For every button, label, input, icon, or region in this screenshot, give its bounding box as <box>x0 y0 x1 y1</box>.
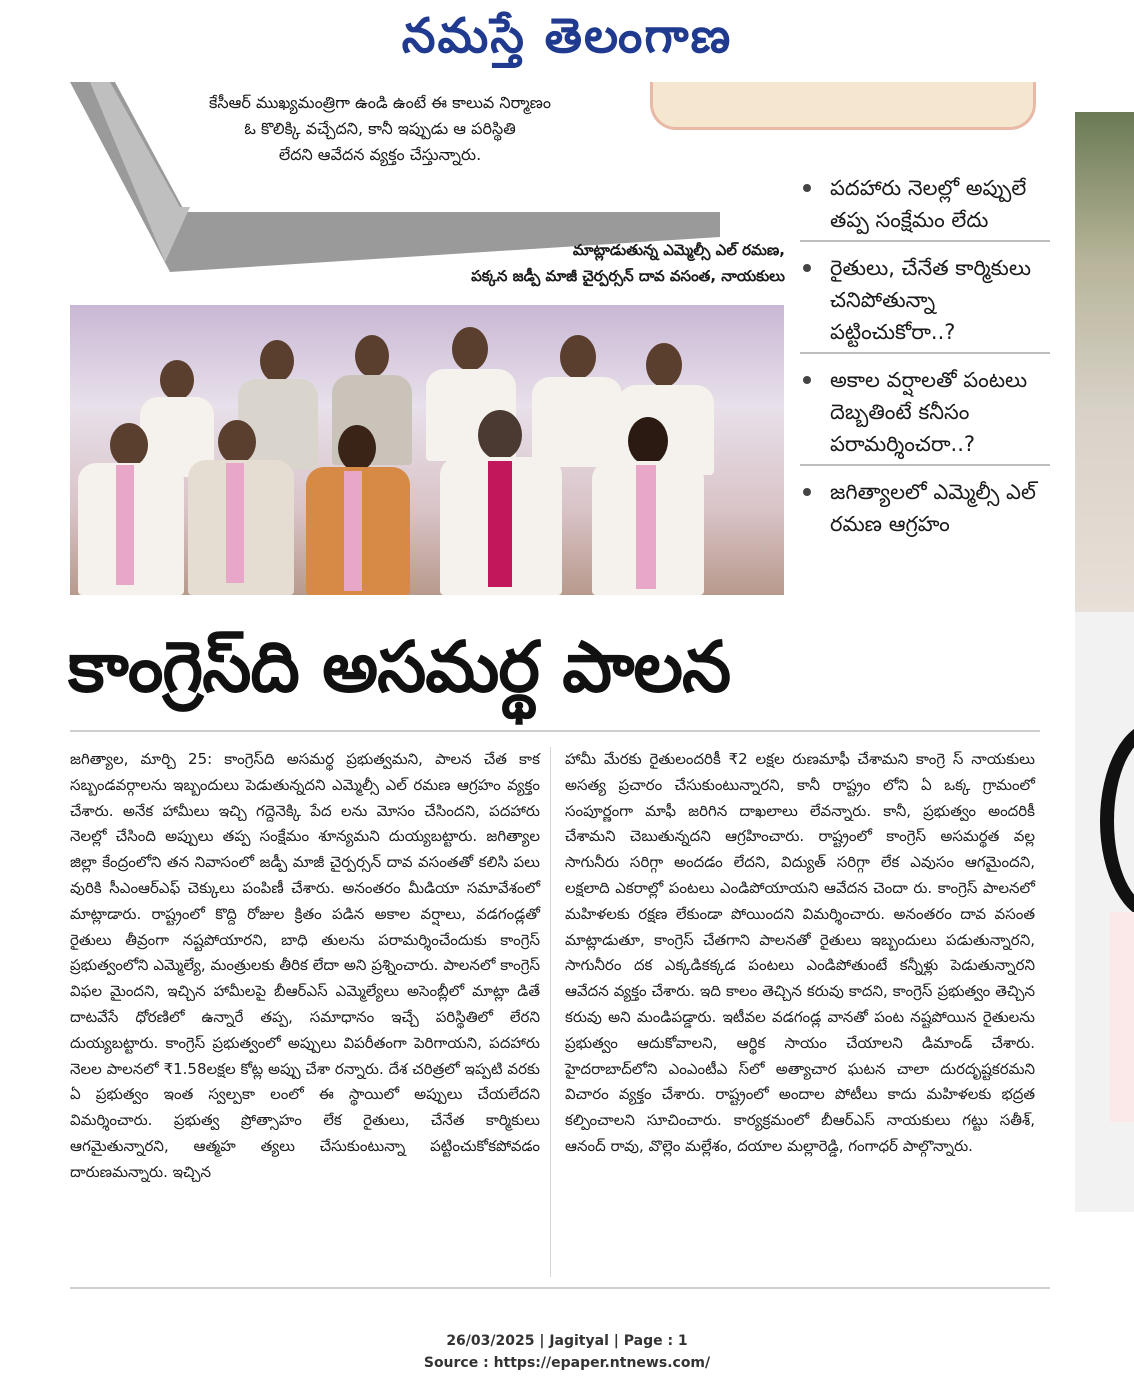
highlights-list <box>800 172 1050 554</box>
highlight-item: జగిత్యాలలో ఎమ్మెల్సీ ఎల్ రమణ ఆగ్రహం <box>800 476 1050 544</box>
page-footer <box>0 1330 1134 1374</box>
article-column-2: హామీ మేరకు రైతులందరికీ ₹2 లక్షల రుణమాఫీ చేశామని కాంగ్రె స్ నాయకులు అసత్య ప్రచారం చేసుకుంటున్నారని, కానీ రాష్ట్రం లోని ఏ ఒక్క గ్రామంలో సంపూర్ణంగా మాఫీ జరిగిన దాఖలాలు లేవన్నారు. కానీ, ప్రభుత్వం అందరికీ చేశామని చెబుతున్నదని ఆగ్రహించారు. రాష్ట్రంలో కాంగ్రెస్ అసమర్థత వల్ల సాగునీరు సరిగ్గా అందడం లేదని, విద్యుత్ సరిగ్గా లేక ఎవుసం ఆగమైందని, లక్షలాది ఎకరాల్లో పంటలు ఎండిపోయాయని ఆవేదన చెందా రు. కాంగ్రెస్ పాలనలో మహిళలకు రక్షణ లేకుండా పోయిందని విమర్శించారు. అనంతరం దావ వసంత మాట్లాడుతూ, కాంగ్రెస్ చేతగాని పాలనతో రైతులు ఇబ్బందులు పడుతున్నారని, సాగునీరం దక ఎక్కడికక్కడ పంటలు ఎండిపోతుంటే కన్నీళ్లు పెడుతున్నారని ఆవేదన వ్యక్తం చేశారు. ఇది కాలం తెచ్చిన కరువు కాదని, కాంగ్రెస్ ప్రభుత్వం తెచ్చిన కరువు అని మండిపడ్డారు. ఇటీవల వడగండ్ల వానతో పంట నష్టపోయిన రైతులను ప్రభుత్వం ఆదుకోవాలని, ఆర్థిక సాయం చేయాలని డిమాండ్ చేశారు. హైదరాబాద్‌లోని ఎంఎంటీఎ స్‌లో అత్యాచార ఘటన చాలా దురదృష్టకరమని విచారం వ్యక్తం చేశారు. రాష్ట్రంలో అందాల పోటీలు కాదు మహిళలకు భద్రత కల్పించాలని సూచించారు. కార్యక్రమంలో బీఆర్‌ఎస్ నాయకులు గట్టు సతీశ్, ఆనంద్ రావు, వొల్లెం మల్లేశం, దయాల మల్లారెడ్డి, గంగాధర్ పాల్గొన్నారు. <box>565 750 1035 1155</box>
news-photo <box>70 305 784 595</box>
bottom-rule <box>70 1287 1050 1299</box>
intro-line: ఓ కొలిక్కి వచ్చేదని, కానీ ఇప్పుడు ఆ పరిస్థితి <box>244 119 516 138</box>
highlight-item: పదహారు నెలల్లో అప్పులే తప్ప సంక్షేమం లేదు <box>800 172 1050 242</box>
masthead <box>0 0 1134 80</box>
caption-line: పక్కన జడ్పీ మాజీ చైర్పర్సన్ దావ వసంత, నాయకులు <box>471 267 785 285</box>
intro-text <box>120 90 640 168</box>
adjacent-box <box>1110 912 1134 1122</box>
newspaper-clipping <box>0 82 1134 1312</box>
footer-source: Source : https://epaper.ntnews.com/ <box>423 1355 711 1371</box>
photo-caption <box>360 237 785 289</box>
highlight-item: అకాల వర్షాలతో పంటలు దెబ్బతింటే కనీసం పరామర్శించరా..? <box>800 364 1050 466</box>
column-divider <box>550 747 551 1277</box>
headline-rule <box>70 730 1040 732</box>
headline: కాంగ్రెస్‌ది అసమర్థ పాలన <box>68 626 731 708</box>
intro-line: కేసీఆర్ ముఖ్యమంత్రిగా ఉండి ఉంటే ఈ కాలువ నిర్మాణం <box>209 93 551 112</box>
article-column-1: జగిత్యాల, మార్చి 25: కాంగ్రెస్‌ది అసమర్థ ప్రభుత్వమని, పాలన చేత కాక సబ్బండవర్గాలను ఇబ్బందులు పెడుతున్నదని ఎమ్మెల్సీ ఎల్ రమణ ఆగ్రహం వ్యక్తం చేశారు. అనేక హామీలు ఇచ్చి గద్దెనెక్కి పేద లను మోసం చేసిందని, పదహారు నెలల్లో చేసింది అప్పులు తప్ప సంక్షేమం శూన్యమని దుయ్యబట్టారు. జగిత్యాల జిల్లా కేంద్రంలోని తన నివాసంలో జడ్పీ మాజీ చైర్పర్సన్ దావ వసంతతో కలిసి పలు వురికి సీఎంఆర్‌ఎఫ్ చెక్కులు పంపిణీ చేశారు. అనంతరం మీడియా సమావేశంలో మాట్లాడారు. రాష్ట్రంలో కొద్ది రోజుల క్రితం పడిన అకాల వర్షాలు, వడగండ్లతో రైతులు తీవ్రంగా నష్టపోయారని, బాధి తులను పరామర్శించేందుకు కాంగ్రెస్ ప్రభుత్వంలోని ఎమ్మెల్యే, మంత్రులకు తీరిక లేదా అని ప్రశ్నించారు. పాలనలో కాంగ్రెస్ విఫల మైందని, ఇచ్చిన హామీలపై బీఆర్‌ఎస్ ఎమ్మెల్యేలు అసెంబ్లీలో మాట్లా డితే దాటవేసే ధోరణిలో ఉన్నారే తప్ప, సమాధానం ఇచ్చే పరిస్థితిలో లేరని దుయ్యబట్టారు. కాంగ్రెస్ ప్రభుత్వంలో అప్పులు విపరీతంగా పెరిగాయని, పదహారు నెలల పాలనలో ₹1.58లక్షల కోట్ల అప్పు చేశా రన్నారు. దేశ చరిత్రలో ఇప్పటి వరకు ఏ ప్రభుత్వం ఇంత స్వల్పకా లంలో ఈ స్థాయిలో అప్పులు చేయలేదని విమర్శించారు. ప్రభుత్వ ప్రోత్సాహం లేక రైతులు, చేనేత కార్మికులు ఆగమైతున్నారని, ఆత్మహ త్యలు చేసుకుంటున్నా పట్టించుకోకపోవడం దారుణమన్నారు. ఇచ్చిన <box>70 750 540 1181</box>
adjacent-photo <box>1075 112 1134 612</box>
highlight-item: రైతులు, చేనేత కార్మికులు చనిపోతున్నా పట్టించుకోరా..? <box>800 252 1050 354</box>
caption-line: మాట్లాడుతున్న ఎమ్మెల్సీ ఎల్ రమణ, <box>572 241 785 259</box>
inset-box <box>650 82 1036 130</box>
masthead-title: నమస్తే తెలంగాణ <box>401 8 733 64</box>
footer-date-edition: 26/03/2025 | Jagityal | Page : 1 <box>446 1333 688 1349</box>
intro-line: లేదని ఆవేదన వ్యక్తం చేస్తున్నారు. <box>278 145 482 164</box>
